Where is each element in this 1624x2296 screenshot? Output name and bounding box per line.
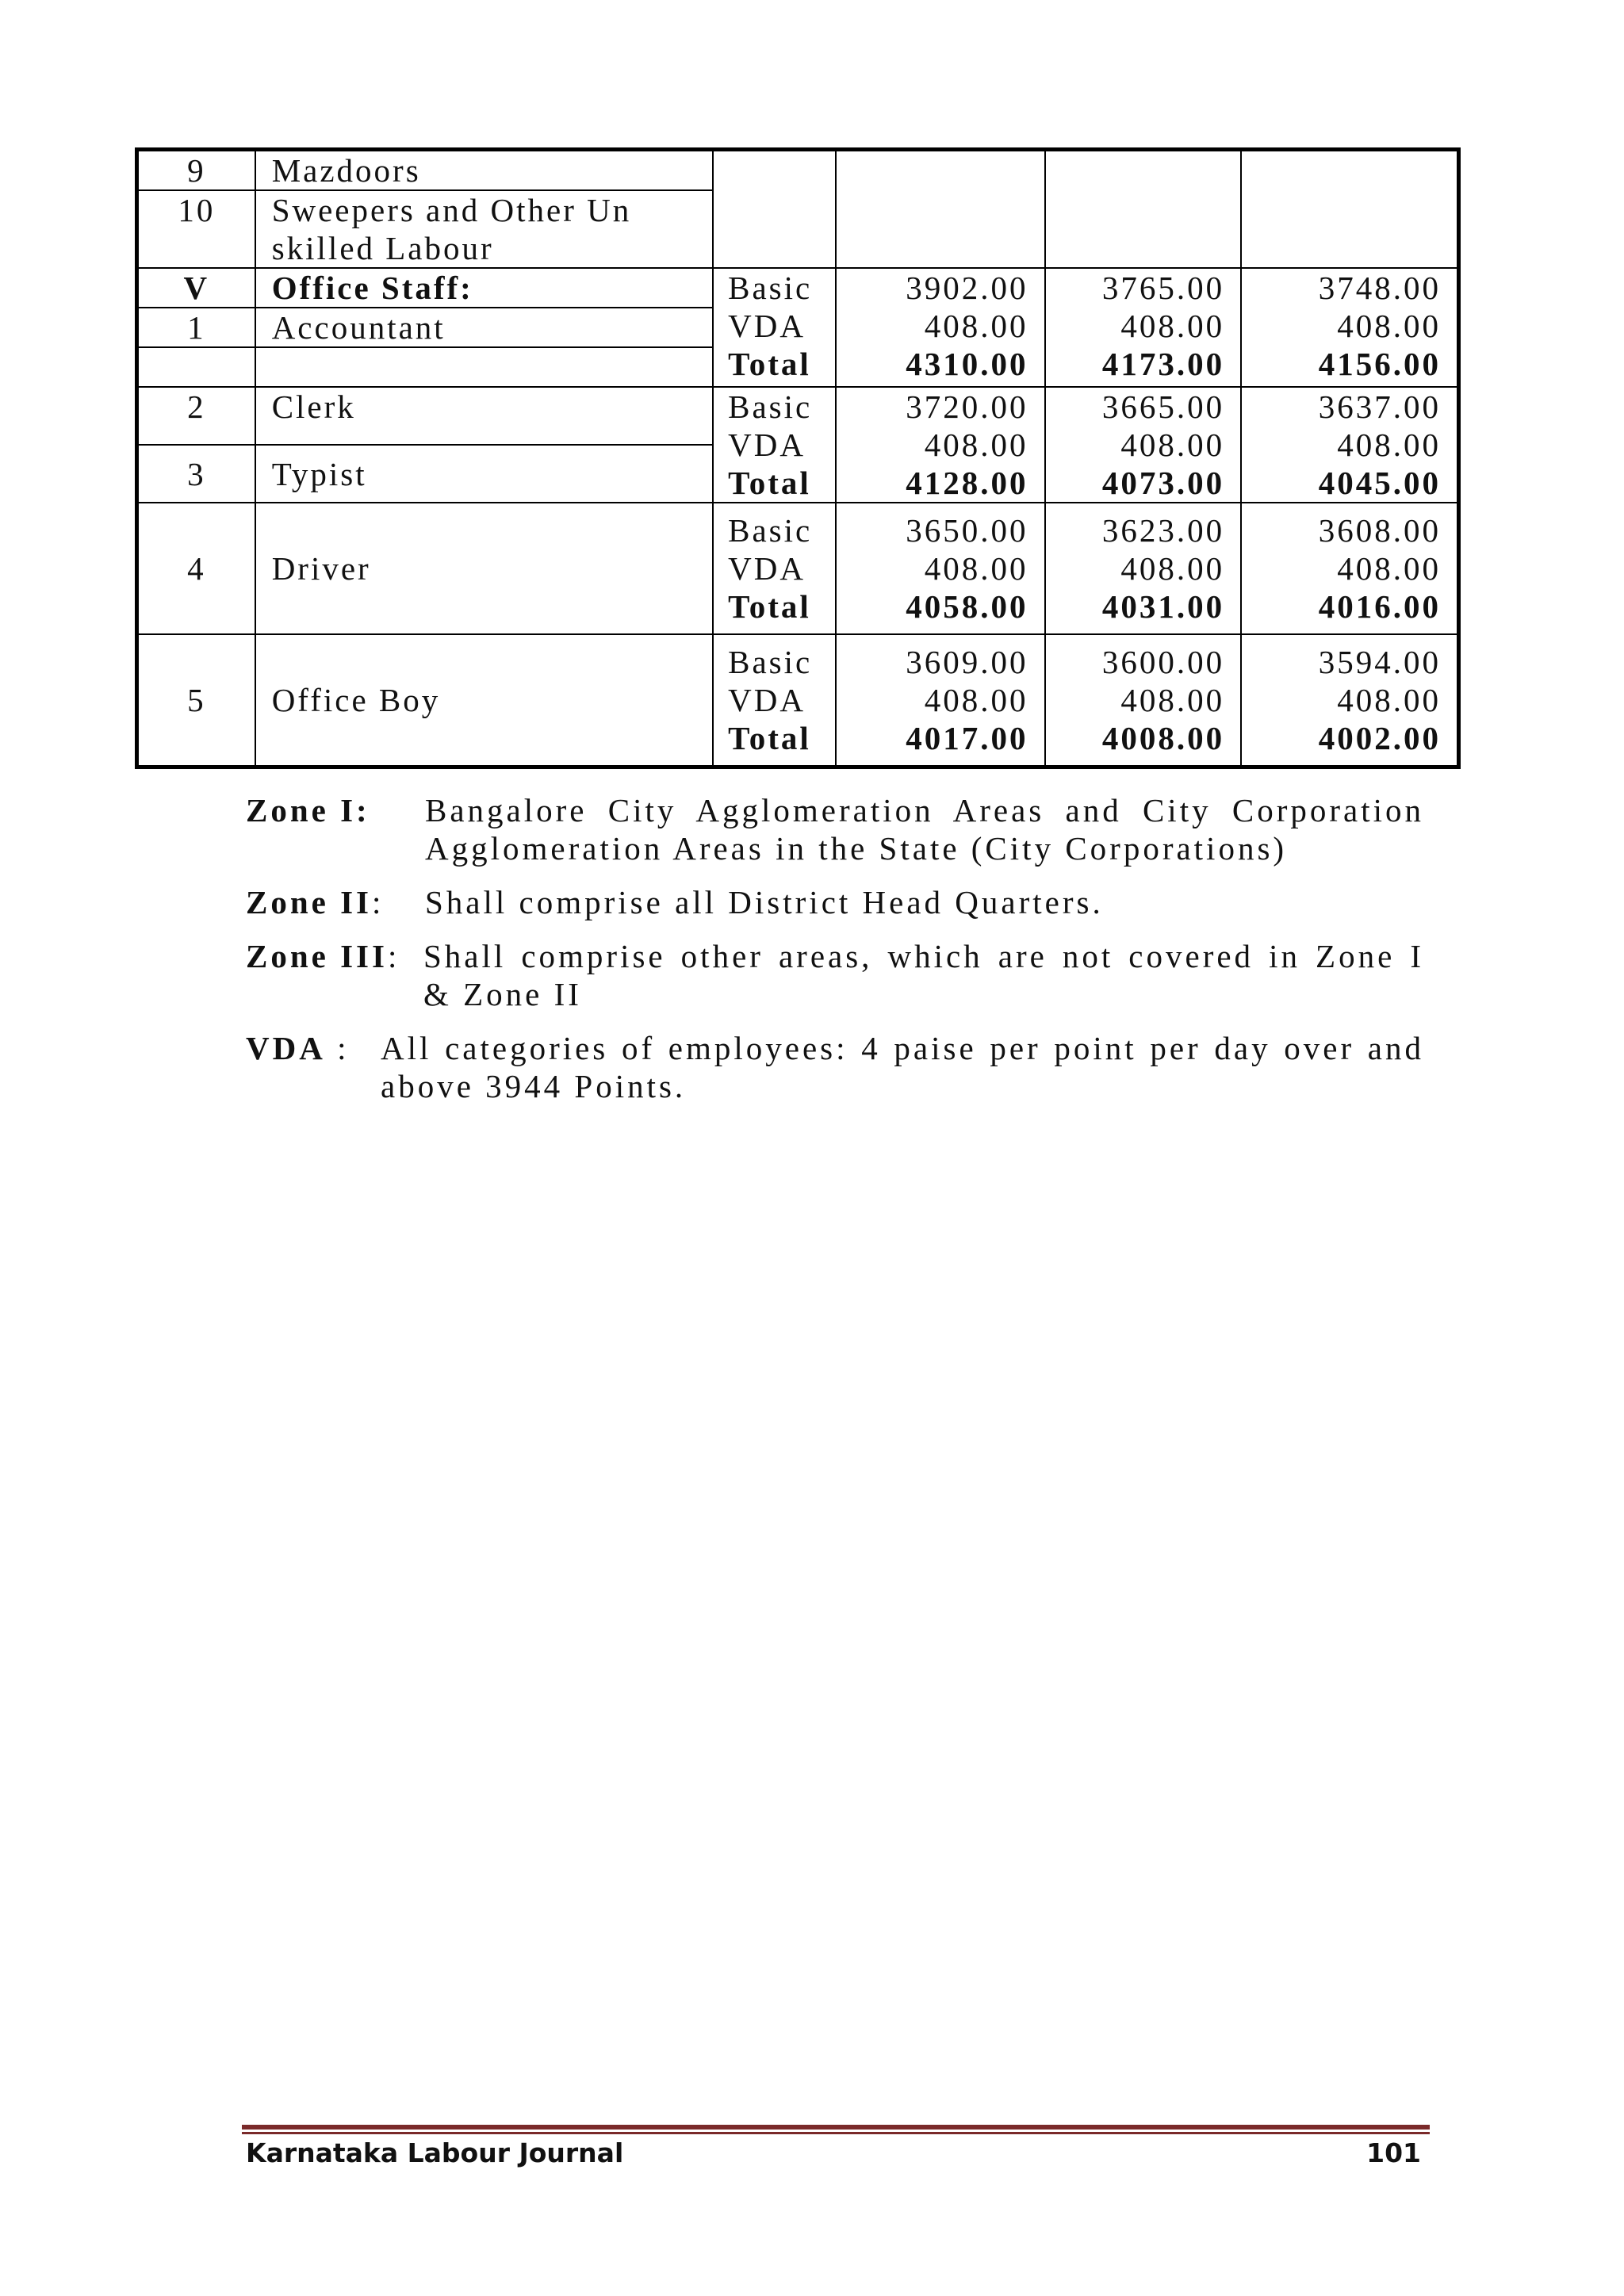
footer-rule-thin (242, 2132, 1430, 2134)
vda-value: 408.00 (1120, 427, 1225, 463)
total-value: 4073.00 (1101, 465, 1225, 501)
total-value: 4128.00 (906, 465, 1028, 501)
row-number: 2 (137, 387, 255, 445)
vda-label: VDA (728, 308, 806, 344)
vda-value: 408.00 (1120, 682, 1225, 718)
basic-value: 3608.00 (1318, 512, 1441, 549)
basic-value: 3594.00 (1318, 644, 1441, 680)
category-cell: Accountant (255, 308, 713, 347)
vda-value: 408.00 (924, 550, 1028, 587)
total-value: 4016.00 (1318, 588, 1441, 625)
note-label: VDA (246, 1030, 326, 1066)
note-label: Zone II (246, 884, 373, 920)
note-vda: VDA : All categories of employees: 4 paise per point per day over and above 3944 Points. (246, 1030, 1424, 1104)
total-value: 4156.00 (1318, 346, 1441, 382)
vda-value: 408.00 (924, 427, 1028, 463)
total-value: 4031.00 (1101, 588, 1225, 625)
basic-value: 3637.00 (1318, 388, 1441, 425)
note-text: All categories of employees: 4 paise per point per day over and above 3944 Points. (381, 1030, 1424, 1104)
total-value: 4002.00 (1318, 720, 1441, 756)
total-value: 4045.00 (1318, 465, 1441, 501)
section-title: Office Staff: (255, 268, 713, 308)
basic-value: 3623.00 (1101, 512, 1225, 549)
note-label: Zone III (246, 938, 388, 974)
vda-value: 408.00 (1337, 427, 1441, 463)
category-cell: Clerk (255, 387, 713, 445)
total-value: 4173.00 (1101, 346, 1225, 382)
vda-value: 408.00 (1337, 682, 1441, 718)
vda-value: 408.00 (924, 308, 1028, 344)
basic-value: 3609.00 (906, 644, 1028, 680)
basic-value: 3650.00 (906, 512, 1028, 549)
total-label: Total (728, 465, 811, 501)
vda-label: VDA (728, 682, 806, 718)
total-value: 4017.00 (906, 720, 1028, 756)
category-cell: Mazdoors (255, 150, 713, 191)
total-label: Total (728, 588, 811, 625)
row-number: 5 (137, 634, 255, 767)
table-row (137, 150, 1459, 191)
footer-rule (242, 2125, 1430, 2130)
vda-value: 408.00 (1337, 308, 1441, 344)
basic-label: Basic (728, 512, 813, 549)
total-label: Total (728, 720, 811, 756)
note-text: Shall comprise all District Head Quarters. (425, 884, 1104, 920)
table-row (137, 634, 1459, 767)
basic-value: 3748.00 (1318, 270, 1441, 306)
category-cell: Typist (255, 445, 713, 503)
vda-label: VDA (728, 550, 806, 587)
total-label: Total (728, 346, 811, 382)
row-number: 1 (137, 308, 255, 347)
basic-value: 3902.00 (906, 270, 1028, 306)
total-value: 4008.00 (1101, 720, 1225, 756)
table-row (137, 387, 1459, 445)
basic-value: 3600.00 (1101, 644, 1225, 680)
row-number: 3 (137, 445, 255, 503)
vda-label: VDA (728, 427, 806, 463)
note-zone-1 (246, 791, 1424, 867)
basic-label: Basic (728, 644, 813, 680)
vda-value: 408.00 (1120, 550, 1225, 587)
vda-value: 408.00 (1120, 308, 1225, 344)
category-cell: Office Boy (255, 634, 713, 767)
basic-label: Basic (728, 270, 813, 306)
row-number: 10 (137, 190, 255, 268)
note-text: Bangalore City Agglomeration Areas and City Corporation Agglomeration Areas in the State (City Corporations) (425, 792, 1424, 867)
category-cell: Driver (255, 503, 713, 634)
row-number: 9 (137, 150, 255, 191)
basic-value: 3665.00 (1101, 388, 1225, 425)
zone-notes (246, 791, 1424, 1121)
page-number: 101 (1366, 2137, 1421, 2168)
total-value: 4058.00 (906, 588, 1028, 625)
basic-value: 3720.00 (906, 388, 1028, 425)
table-row (137, 268, 1459, 308)
note-zone-2: Zone II: Shall comprise all District Head Quarters. (246, 883, 1424, 921)
basic-label: Basic (728, 388, 813, 425)
basic-value: 3765.00 (1101, 270, 1225, 306)
table-row (137, 503, 1459, 634)
vda-value: 408.00 (1337, 550, 1441, 587)
note-zone-3: Zone III: Shall comprise other areas, which are not covered in Zone I & Zone II (246, 938, 1424, 1012)
note-text: Shall comprise other areas, which are not covered in Zone I & Zone II (423, 938, 1424, 1012)
journal-name: Karnataka Labour Journal (246, 2137, 624, 2168)
total-value: 4310.00 (906, 346, 1028, 382)
category-cell: Sweepers and Other Un skilled Labour (255, 190, 713, 268)
row-number: 4 (137, 503, 255, 634)
vda-value: 408.00 (924, 682, 1028, 718)
wage-table (135, 147, 1461, 769)
note-label: Zone I: (246, 792, 370, 828)
section-number: V (137, 268, 255, 308)
